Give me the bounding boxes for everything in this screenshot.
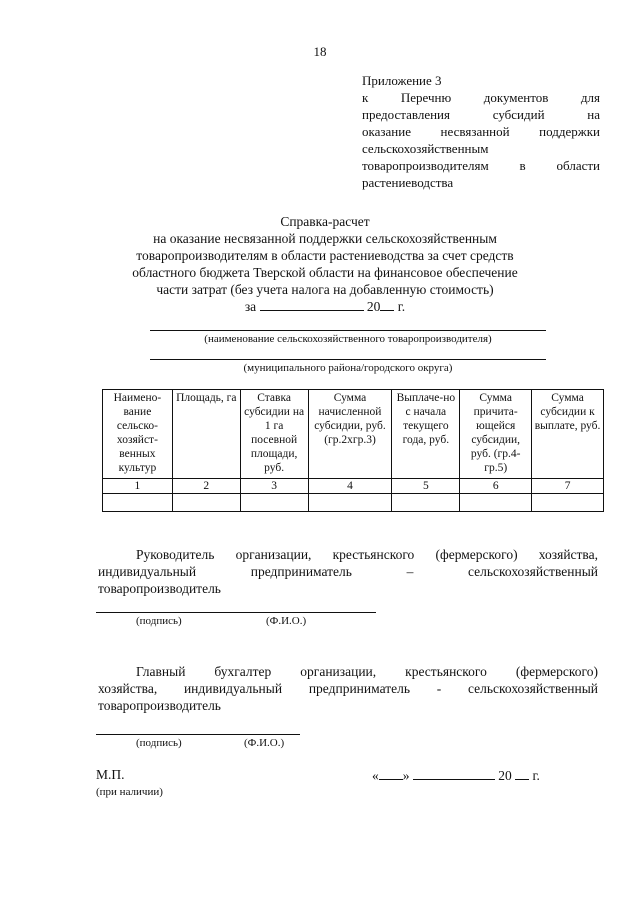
period-year-blank[interactable] <box>380 298 394 311</box>
appendix-line: растениеводства <box>362 175 454 190</box>
accountant-signatory-text <box>98 663 598 714</box>
table-cell[interactable] <box>460 494 532 512</box>
title-heading: Справка-расчет <box>280 214 370 229</box>
title-line: части затрат (без учета налога на добавленную стоимость) <box>156 282 494 297</box>
table-cell[interactable] <box>172 494 240 512</box>
column-number: 7 <box>532 479 604 494</box>
header-cell: Сумма начисленной субсидии, руб. (гр.2хгр.3) <box>308 390 392 479</box>
appendix-line: сельскохозяйственным <box>362 141 489 156</box>
document-title <box>100 213 550 315</box>
header-cell: Наимено-вание сельско-хозяйст-венных культур <box>103 390 173 479</box>
district-label: (муниципального района/городского округа) <box>243 362 453 374</box>
header-cell: Площадь, га <box>172 390 240 479</box>
column-number: 2 <box>172 479 240 494</box>
appendix-line: товаропроизводителям в области <box>362 158 600 173</box>
column-number: 5 <box>392 479 460 494</box>
column-number-row <box>103 479 604 494</box>
period-suffix: г. <box>397 299 406 314</box>
district-rule[interactable] <box>150 359 546 360</box>
head-line: товаропроизводитель <box>98 581 221 596</box>
date-line <box>372 767 540 784</box>
table-cell[interactable] <box>392 494 460 512</box>
period-blank[interactable] <box>260 298 364 311</box>
appendix-line: оказание несвязанной поддержки <box>362 124 600 139</box>
appendix-line: предоставления субсидий на <box>362 107 600 122</box>
head-line: индивидуальный предприниматель – сельскохозяйственный <box>98 564 598 579</box>
header-cell: Сумма субсидии к выплате, руб. <box>532 390 604 479</box>
date-day-blank[interactable] <box>379 767 403 780</box>
table-cell[interactable] <box>532 494 604 512</box>
accountant-signature-label: (подпись) <box>136 737 182 749</box>
table-header-row <box>103 390 604 479</box>
stamp-place: М.П. <box>96 767 125 782</box>
date-year-blank[interactable] <box>515 767 529 780</box>
column-number: 4 <box>308 479 392 494</box>
date-close-quote: » <box>402 768 410 783</box>
period-year: 20 <box>366 299 381 314</box>
head-signature-line[interactable] <box>96 612 376 613</box>
date-month-blank[interactable] <box>413 767 495 780</box>
title-line: товаропроизводителям в области растениеводства за счет средств <box>136 248 514 263</box>
accountant-name-label: (Ф.И.О.) <box>244 737 285 749</box>
table-cell[interactable] <box>240 494 308 512</box>
date-year: 20 <box>498 768 512 783</box>
district-field <box>150 359 546 374</box>
calculation-table <box>102 389 604 512</box>
title-line: областного бюджета Тверской области на финансовое обеспечение <box>132 265 518 280</box>
header-cell: Ставка субсидии на 1 га посевной площади, руб. <box>240 390 308 479</box>
date-open-quote: « <box>372 768 379 783</box>
table-cell[interactable] <box>308 494 392 512</box>
column-number: 3 <box>240 479 308 494</box>
page-number: 18 <box>313 44 327 59</box>
appendix-note <box>362 72 600 191</box>
head-line: Руководитель организации, крестьянского (фермерского) хозяйства, <box>136 547 598 562</box>
producer-label: (наименование сельскохозяйственного товаропроизводителя) <box>204 333 492 345</box>
table-row <box>103 494 604 512</box>
head-signatory-text <box>98 546 598 597</box>
table-cell[interactable] <box>103 494 173 512</box>
date-suffix: г. <box>532 768 540 783</box>
column-number: 6 <box>460 479 532 494</box>
producer-field <box>150 330 546 345</box>
period-line <box>100 298 550 315</box>
column-number: 1 <box>103 479 173 494</box>
head-name-label: (Ф.И.О.) <box>266 615 307 627</box>
header-cell: Сумма причита-ющейся субсидии, руб. (гр.4-гр.5) <box>460 390 532 479</box>
accountant-line: товаропроизводитель <box>98 698 221 713</box>
header-cell: Выплаче-но с начала текущего года, руб. <box>392 390 460 479</box>
appendix-line: Приложение 3 <box>362 73 442 88</box>
producer-rule[interactable] <box>150 330 546 331</box>
title-line: на оказание несвязанной поддержки сельскохозяйственным <box>153 231 497 246</box>
stamp-note: (при наличии) <box>96 786 163 798</box>
accountant-line: хозяйства, индивидуальный предприниматель - сельскохозяйственный <box>98 681 598 696</box>
accountant-line: Главный бухгалтер организации, крестьянского (фермерского) <box>136 664 598 679</box>
accountant-signature-line[interactable] <box>96 734 300 735</box>
appendix-line: к Перечню документов для <box>362 90 600 105</box>
period-prefix: за <box>244 299 257 314</box>
head-signature-label: (подпись) <box>136 615 182 627</box>
